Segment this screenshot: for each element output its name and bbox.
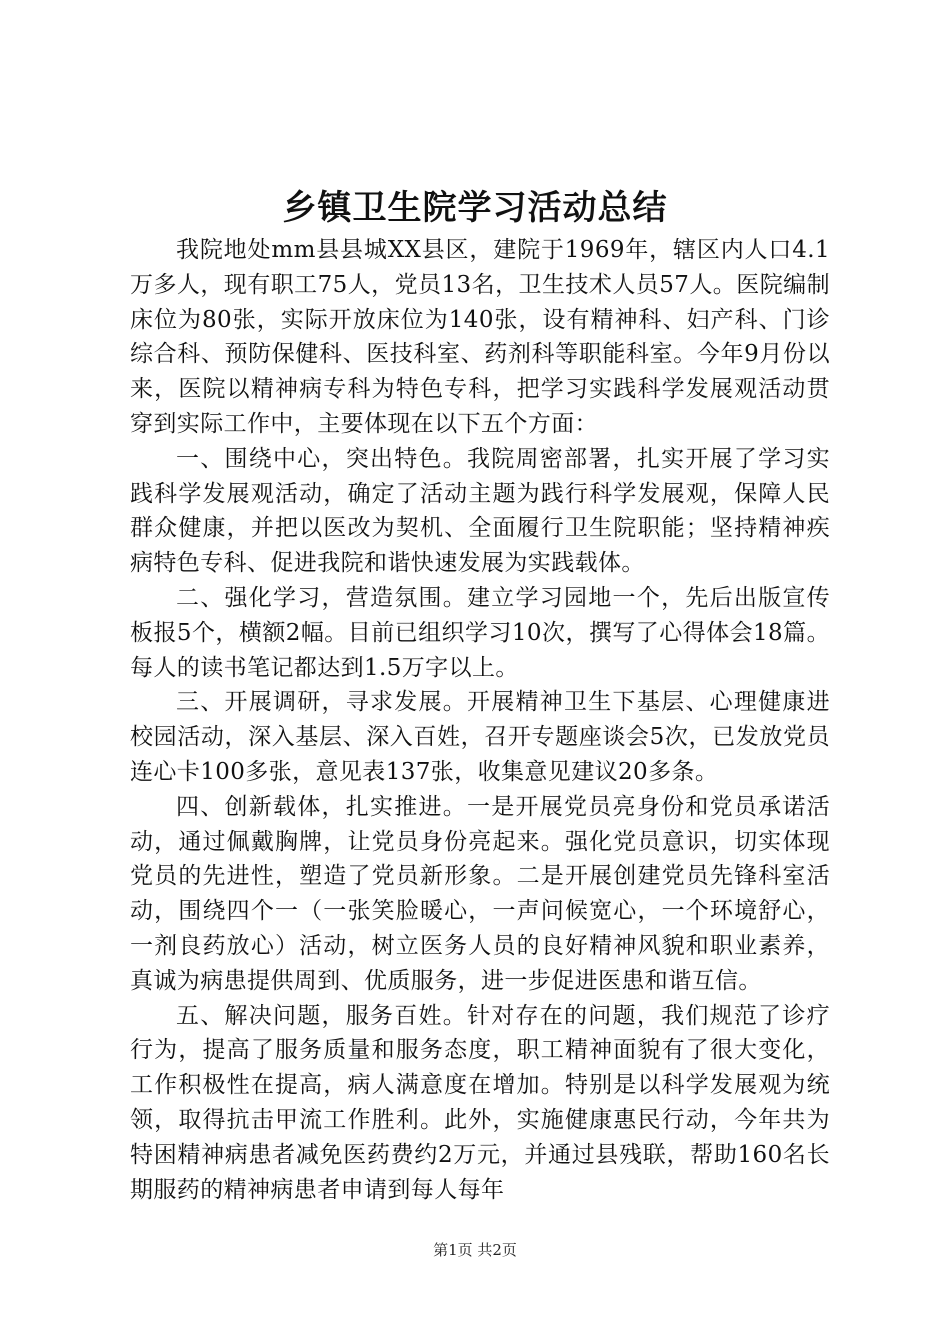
paragraph-intro: 我院地处mm县县城XX县区，建院于1969年，辖区内人口4.1万多人，现有职工75人，党员13名，卫生技术人员57人。医院编制床位为80张，实际开放床位为140张，设有精神科、妇产科、门诊综合科、预防保健科、医技科室、药剂科等职能科室。今年9月份以来，医院以精神病专科为特色专科，把学习实践科学发展观活动贯穿到实际工作中，主要体现在以下五个方面： [130,237,830,437]
paragraph-section-5: 五、解决问题，服务百姓。针对存在的问题，我们规范了诊疗行为，提高了服务质量和服务态度，职工精神面貌有了很大变化，工作积极性在提高，病人满意度在增加。特别是以科学发展观为统领，取得抗击甲流工作胜利。此外，实施健康惠民行动，今年共为特困精神病患者减免医药费约2万元，并通过县残联，帮助160名长期服药的精神病患者申请到每人每年 [130,1002,830,1203]
document-title: 乡镇卫生院学习活动总结 [282,188,668,228]
document-body [130,233,830,1207]
page-number-footer: 第1页 共2页 [433,1241,517,1259]
paragraph-section-2: 二、强化学习，营造氛围。建立学习园地一个，先后出版宣传板报5个，横额2幅。目前已组织学习10次，撰写了心得体会18篇。每人的读书笔记都达到1.5万字以上。 [130,584,830,681]
paragraph-section-3: 三、开展调研，寻求发展。开展精神卫生下基层、心理健康进校园活动，深入基层、深入百姓，召开专题座谈会5次，已发放党员连心卡100多张，意见表137张，收集意见建议20多条。 [130,689,830,785]
paragraph-section-4: 四、创新载体，扎实推进。一是开展党员亮身份和党员承诺活动，通过佩戴胸牌，让党员身份亮起来。强化党员意识，切实体现党员的先进性，塑造了党员新形象。二是开展创建党员先锋科室活动，围绕四个一（一张笑脸暖心，一声问候宽心，一个环境舒心，一剂良药放心）活动，树立医务人员的良好精神风貌和职业素养，真诚为病患提供周到、优质服务，进一步促进医患和谐互信。 [130,793,830,994]
paragraph-section-1: 一、围绕中心，突出特色。我院周密部署，扎实开展了学习实践科学发展观活动，确定了活动主题为践行科学发展观，保障人民群众健康，并把以医改为契机、全面履行卫生院职能；坚持精神疾病特色专科、促进我院和谐快速发展为实践载体。 [130,445,830,577]
